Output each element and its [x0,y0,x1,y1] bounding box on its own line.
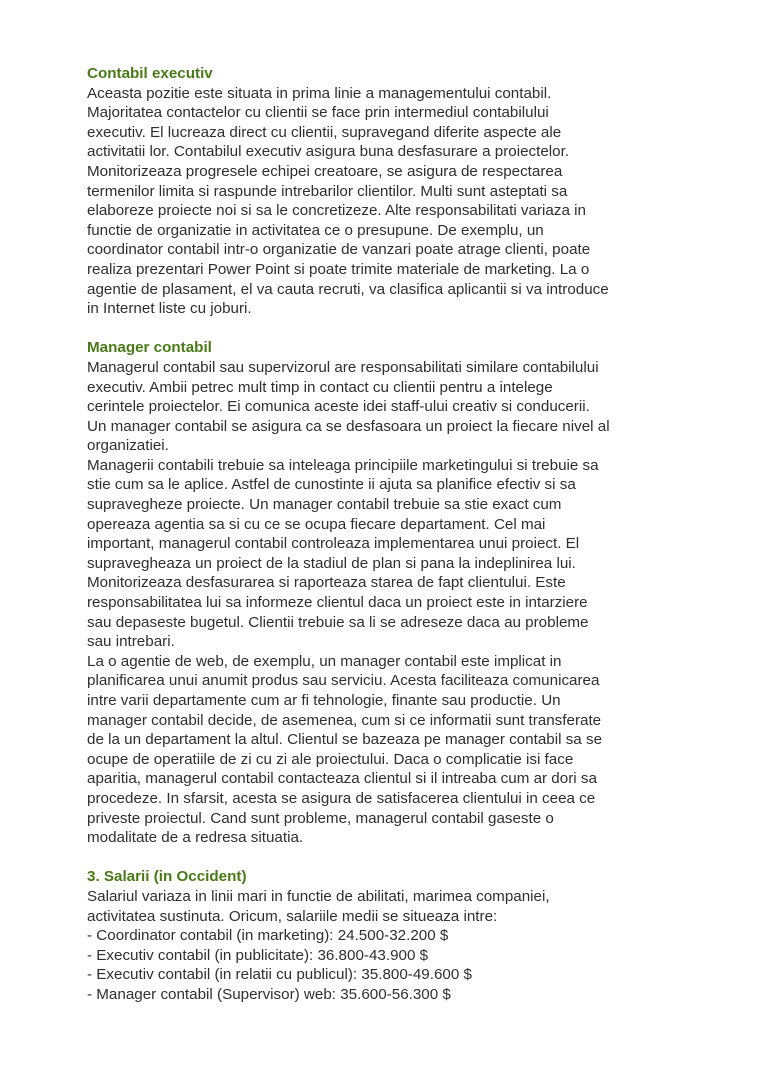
text-line: cerintele proiectelor. Ei comunica aceste idei staff-ului creativ si conducerii. [87,398,590,416]
text-line: Managerul contabil sau supervizorul are responsabilitati similare contabilului [87,358,599,376]
text-line: executiv. El lucreaza direct cu clientii, supravegand diferite aspecte ale [87,123,562,141]
text-line: agentie de plasament, el va cauta recruti, va clasifica aplicantii si va introduce [87,280,609,298]
text-line: - Coordinator contabil (in marketing): 24.500-32.200 $ [87,927,449,945]
text-line: activitatea sustinuta. Oricum, salariile medii se situeaza intre: [87,907,498,925]
text-line: manager contabil decide, de asemenea, cum si ce informatii sunt transferate [87,711,602,729]
text-line: modalitate de a redresa situatia. [87,829,304,847]
text-line: elaboreze proiecte noi si sa le concretizeze. Alte responsabilitati variaza in [87,202,586,220]
text-line: sau intrebari. [87,633,175,651]
paragraph [87,652,687,848]
text-line: organizatiei. [87,437,169,455]
text-line: executiv. Ambii petrec mult timp in contact cu clientii pentru a intelege [87,378,553,396]
section-3 [87,867,687,1004]
text-line: Salariul variaza in linii mari in functie de abilitati, marimea companiei, [87,887,550,905]
section-2 [87,338,687,847]
section-heading: 3. Salarii (in Occident) [87,868,247,886]
text-line: planificarea unui anumit produs sau serviciu. Acesta faciliteaza comunicarea [87,672,600,690]
text-line: Un manager contabil se asigura ca se desfasoara un proiect la fiecare nivel al [87,417,610,435]
text-line: procedeze. In sfarsit, acesta se asigura de satisfacerea clientului in ceea ce [87,789,596,807]
text-line: stie cum sa le aplice. Astfel de cunostinte ii ajuta sa planifice efectiv si sa [87,476,576,494]
text-line: opereaza agentia sa si cu ce se ocupa fiecare departament. Cel mai [87,515,546,533]
text-line: in Internet liste cu joburi. [87,300,252,318]
text-line: de la un departament la altul. Clientul se bazeaza pe manager contabil sa se [87,731,603,749]
text-line: termenilor limita si raspunde intrebarilor clientilor. Multi sunt asteptati sa [87,182,568,200]
text-line: priveste proiectul. Cand sunt probleme, managerul contabil gaseste o [87,809,554,827]
text-line: - Manager contabil (Supervisor) web: 35.600-56.300 $ [87,985,451,1003]
text-line: - Executiv contabil (in publicitate): 36.800-43.900 $ [87,946,429,964]
paragraph [87,456,687,652]
text-line: intre varii departamente cum ar fi tehnologie, finante sau productie. Un [87,692,561,709]
text-line: supravegheaza un proiect de la stadiul de plan si pana la indeplinirea lui. [87,554,576,572]
text-line: aparitia, managerul contabil contacteaza clientul si il intreaba cum ar dori sa [87,770,597,788]
text-line: supravegheze proiecte. Un manager contabil trebuie sa stie exact cum [87,496,562,514]
text-line: responsabilitatea lui sa informeze clientul daca un proiect este in intarziere [87,594,588,612]
paragraph [87,84,687,319]
text-line: functie de organizatie in activitatea ce o presupune. De exemplu, un [87,221,544,239]
section-1 [87,64,687,319]
text-line: realiza prezentari Power Point si poate trimite materiale de marketing. La o [87,260,590,278]
text-line: sau depaseste bugetul. Clientii trebuie sa li se adreseze daca au probleme [87,613,589,631]
text-line: coordinator contabil intr-o organizatie de vanzari poate atrage clienti, poate [87,241,591,259]
text-line: important, managerul contabil controleaza implementarea unui proiect. El [87,535,580,553]
text-line: Majoritatea contactelor cu clientii se face prin intermediul contabilului [87,104,549,122]
text-line: Monitorizeaza progresele echipei creatoare, se asigura de respectarea [87,162,563,180]
text-line: Managerii contabili trebuie sa inteleaga principiile marketingului si trebuie sa [87,456,599,474]
section-heading: Manager contabil [87,339,212,357]
text-line: Aceasta pozitie este situata in prima linie a managementului contabil. [87,84,552,102]
section-heading: Contabil executiv [87,65,213,82]
text-line: ocupe de operatiile de zi cu zi ale proiectului. Daca o complicatie isi face [87,750,574,768]
paragraph [87,358,687,456]
text-line: La o agentie de web, de exemplu, un manager contabil este implicat in [87,652,562,670]
text-line: Monitorizeaza desfasurarea si raporteaza starea de fapt clientului. Este [87,574,566,592]
text-line: - Executiv contabil (in relatii cu publicul): 35.800-49.600 $ [87,966,472,984]
document-page [87,64,687,1005]
paragraph [87,887,687,1005]
text-line: activitatii lor. Contabilul executiv asigura buna desfasurare a proiectelor. [87,143,570,161]
